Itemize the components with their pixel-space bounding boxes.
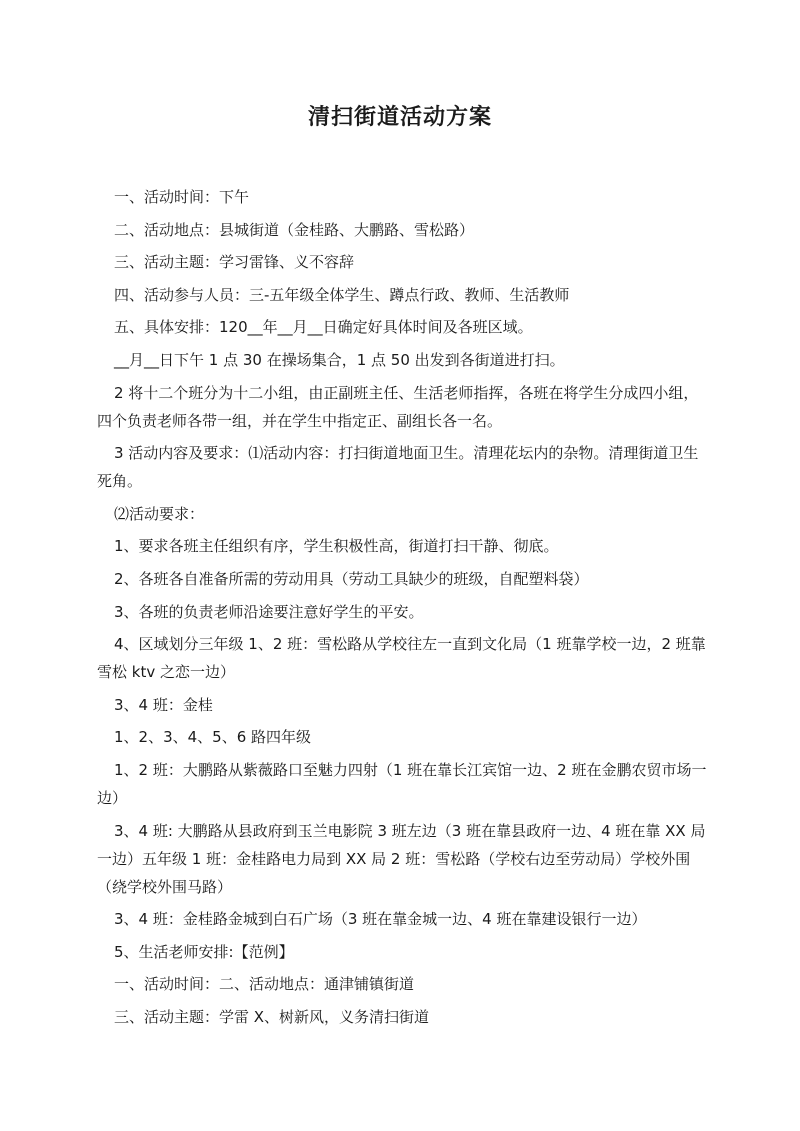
paragraph-content: 3 活动内容及要求：⑴活动内容：打扫街道地面卫生。清理花坛内的杂物。清理街道卫生死角。 <box>97 444 699 491</box>
paragraph-assembly: __月__日下午 1 点 30 在操场集合，1 点 50 出发到各街道进打扫。 <box>114 350 565 369</box>
paragraph-class-1-2: 1、2 班：大鹏路从紫薇路口至魅力四射（1 班在靠长江宾馆一边、2 班在金鹏农贸市场一边） <box>97 760 707 807</box>
paragraph-participants: 四、活动参与人员：三-五年级全体学生、蹲点行政、教师、生活教师 <box>114 285 570 304</box>
paragraph-requirement-1: 1、要求各班主任组织有序，学生积极性高，街道打扫干静、彻底。 <box>114 537 559 556</box>
paragraph-class-3-4: 3、4 班：金桂 <box>114 695 213 714</box>
paragraph-requirement-3: 3、各班的负责老师沿途要注意好学生的平安。 <box>114 602 424 621</box>
paragraph-life-teacher: 5、生活老师安排:【范例】 <box>114 942 294 961</box>
paragraph-class-3-4-dapeng: 3、4 班: 大鹏路从县政府到玉兰电影院 3 班左边（3 班在靠县政府一边、4 班在靠 XX 局一边）五年级 1 班：金桂路电力局到 XX 局 2 班：雪松路（学校右边至劳动局）学校外围（绕学校外围马路） <box>97 821 706 896</box>
paragraph-activity-theme: 三、活动主题：学习雷锋、义不容辞 <box>114 253 355 272</box>
paragraph-class-3-4-jingui: 3、4 班：金桂路金城到白石广场（3 班在靠金城一边、4 班在靠建设银行一边） <box>114 910 647 929</box>
paragraph-requirement-2: 2、各班各自准备所需的劳动用具（劳动工具缺少的班级，自配塑料袋） <box>114 569 589 588</box>
paragraph-area-division: 4、区域划分三年级 1、2 班：雪松路从学校往左一直到文化局（1 班靠学校一边，2 班靠雪松 ktv 之恋一边） <box>97 635 706 682</box>
paragraph-grade-four: 1、2、3、4、5、6 路四年级 <box>114 728 312 747</box>
paragraph-activity-location: 二、活动地点：县城街道（金桂路、大鹏路、雪松路） <box>114 220 475 239</box>
paragraph-groups: 2 将十二个班分为十二小组，由正副班主任、生活老师指挥，各班在将学生分成四小组，四个负责老师各带一组，并在学生中指定正、副组长各一名。 <box>97 383 699 430</box>
document-body <box>97 183 713 1035</box>
paragraph-example-time-location: 一、活动时间：二、活动地点：通津铺镇街道 <box>114 975 415 994</box>
paragraph-activity-time: 一、活动时间：下午 <box>114 188 250 206</box>
paragraph-arrangement: 五、具体安排：120__年__月__日确定好具体时间及各班区域。 <box>114 318 533 337</box>
paragraph-example-theme: 三、活动主题：学雷 X、树新风，义务清扫街道 <box>114 1007 430 1026</box>
document-title: 清扫街道活动方案 <box>307 105 492 130</box>
paragraph-requirements-heading: ⑵活动要求： <box>114 504 205 523</box>
